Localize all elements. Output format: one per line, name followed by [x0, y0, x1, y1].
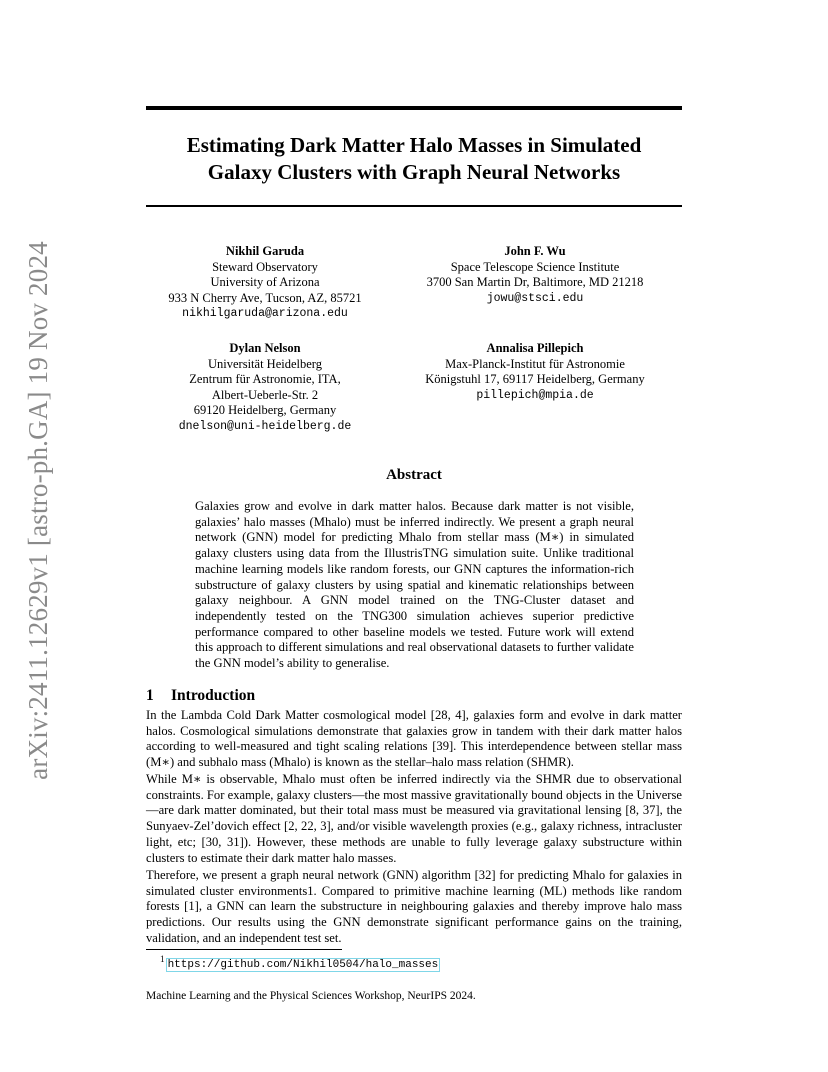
paper-title — [146, 132, 682, 186]
footnote-mark: 1 — [160, 954, 165, 964]
title-line-2: Galaxy Clusters with Graph Neural Networks — [207, 160, 621, 184]
author-affiliation: Max-Planck-Institut für Astronomie — [445, 356, 625, 371]
author-address: Albert-Ueberle-Str. 2 — [211, 387, 319, 402]
author-affiliation: Zentrum für Astronomie, ITA, — [189, 372, 341, 386]
intro-paragraph-2: While M∗ is observable, Mhalo must often be inferred indirectly via the SHMR due to observational constraints. For example, galaxy clusters—the most massive gravitationally bound objects in the Universe—are dark matter dominated, but their total mass must be measured via gravitational lensing [8, 37], the Sunyaev-Zel’dovich effect [2, 22, 3], and/or visible wavelength proxies (e.g., galaxy richness, intracluster light, etc; [30, 31]). However, these methods are unable to fully leverage galaxy substructure within clusters to estimate their dark matter halo masses. — [146, 772, 682, 865]
footnote-rule — [146, 949, 342, 950]
section-number: 1 — [146, 687, 154, 704]
author-block-2 — [405, 244, 665, 306]
intro-paragraph-1: In the Lambda Cold Dark Matter cosmological model [28, 4], galaxies form and evolve in dark matter halos. Cosmological simulations demonstrate that galaxies grow in tandem with their dark matter halos according to well-measured and tight scaling relations [39]. This interdependence between stellar mass (M∗) and subhalo mass (Mhalo) is known as the stellar–halo mass relation (SHMR). — [146, 708, 682, 770]
title-rule-top — [146, 106, 682, 110]
author-affiliation: Space Telescope Science Institute — [450, 259, 620, 274]
abstract-text: Galaxies grow and evolve in dark matter halos. Because dark matter is not visible, galaxies’ halo masses (Mhalo) must be inferred indirectly. We present a graph neural network (GNN) model for predicting Mhalo from stellar mass (M∗) in simulated galaxy clusters using data from the IllustrisTNG simulation suite. Unlike traditional machine learning models like random forests, our GNN captures the information-rich substructure of galaxy clusters by using spatial and kinematic relationships between galaxy neighbour. A GNN model trained on the TNG-Cluster dataset and independently tested on the TNG300 simulation achieves superior predictive performance compared to other baseline models we tested. Future work will extend this approach to different simulations and real observational datasets to further validate the GNN model’s ability to generalise. — [195, 499, 634, 671]
author-email[interactable]: dnelson@uni-heidelberg.de — [178, 419, 352, 433]
author-name: Nikhil Garuda — [225, 244, 305, 258]
author-email[interactable]: pillepich@mpia.de — [476, 388, 594, 402]
author-name: Dylan Nelson — [229, 341, 301, 355]
author-affiliation: Steward Observatory — [212, 259, 318, 274]
author-block-3 — [160, 341, 370, 434]
author-block-4 — [395, 341, 675, 403]
author-affiliation: University of Arizona — [210, 275, 320, 289]
author-address: 3700 San Martin Dr, Baltimore, MD 21218 — [426, 275, 644, 289]
title-rule-bottom — [146, 205, 682, 207]
section-heading-introduction — [146, 687, 255, 705]
author-address: 933 N Cherry Ave, Tucson, AZ, 85721 — [168, 290, 362, 305]
author-email[interactable]: jowu@stsci.edu — [486, 291, 584, 305]
author-address: Königstuhl 17, 69117 Heidelberg, Germany — [425, 372, 645, 386]
arxiv-stamp — [18, 240, 58, 780]
venue-footer: Machine Learning and the Physical Sciences Workshop, NeurIPS 2024. — [146, 990, 476, 1002]
section-title: Introduction — [171, 687, 256, 704]
author-name: John F. Wu — [504, 244, 566, 258]
intro-paragraph-3: Therefore, we present a graph neural network (GNN) algorithm [32] for predicting Mhalo for galaxies in simulated cluster environments1. Compared to primitive machine learning (ML) methods like random forests [1], a GNN can learn the substructure in neighbouring galaxies and thereby improve halo mass predictions. Our results using the GNN demonstrate significant performance gains on the training, validation, and an independent test set. — [146, 868, 682, 945]
abstract-heading: Abstract — [386, 467, 442, 483]
author-block-1 — [160, 244, 370, 322]
arxiv-identifier: arXiv:2411.12629v1 [astro-ph.GA] 19 Nov 2024 — [22, 240, 53, 780]
author-address: 69120 Heidelberg, Germany — [193, 403, 337, 417]
footnote-link[interactable]: https://github.com/Nikhil0504/halo_masses — [167, 958, 439, 971]
footnote — [160, 954, 440, 971]
title-line-1: Estimating Dark Matter Halo Masses in Simulated — [186, 133, 642, 157]
author-name: Annalisa Pillepich — [486, 341, 584, 355]
author-affiliation: Universität Heidelberg — [208, 356, 322, 371]
author-email[interactable]: nikhilgaruda@arizona.edu — [182, 307, 348, 320]
